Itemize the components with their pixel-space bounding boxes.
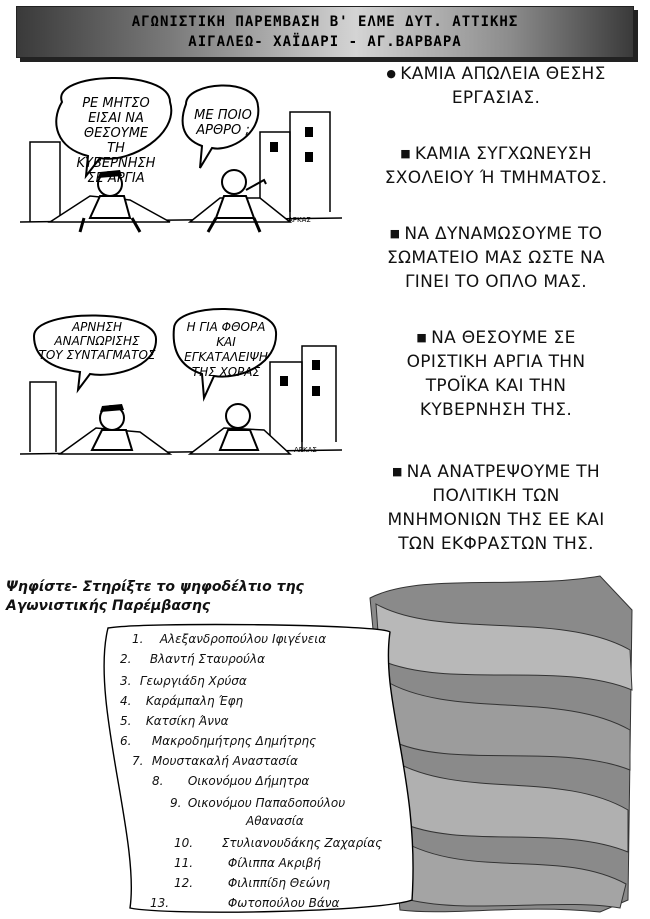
list-item — [120, 712, 229, 730]
list-item — [174, 834, 382, 852]
candidate-name: Οικονόμου Δήμητρα — [187, 774, 310, 788]
candidate-name: Φωτοπούλου Βάνα — [227, 896, 340, 910]
candidate-number: 5. — [120, 714, 132, 728]
cartoon1-left-speech: ΡΕ ΜΗΤΣΟ ΕΙΣΑΙ ΝΑ ΘΕΣΟΥΜΕ ΤΗ ΚΥΒΕΡΝΗΣΗ ΣΕ ΑΡΓΙΑ — [76, 96, 156, 186]
candidate-number: 3. — [120, 674, 132, 688]
bullet-icon: ● — [386, 67, 397, 80]
candidate-name: Στυλιανουδάκης Ζαχαρίας — [221, 836, 383, 850]
cartoon2-left-speech: ΑΡΝΗΣΗ ΑΝΑΓΝΩΡΙΣΗΣ ΤΟΥ ΣΥΝΤΑΓΜΑΤΟΣ — [38, 320, 156, 362]
candidate-number: 13. — [150, 896, 170, 910]
svg-text:ΑΡΚΑΣ: ΑΡΚΑΣ — [294, 446, 317, 454]
list-item — [174, 874, 330, 892]
candidate-number: 8. — [152, 774, 164, 788]
list-item — [174, 854, 321, 872]
candidate-name: Φιλιππίδη Θεώνη — [227, 876, 331, 890]
candidate-number: 12. — [174, 876, 194, 890]
list-item — [132, 752, 298, 770]
list-item — [170, 794, 345, 812]
bullet-icon: ■ — [391, 465, 403, 478]
candidate-number: 9. — [170, 796, 182, 810]
candidate-number: 6. — [120, 734, 132, 748]
demand-text: ΚΑΜΙΑ ΣΥΓΧΩΝΕΥΣΗ ΣΧΟΛΕΙΟΥ Ή ΤΜΗΜΑΤΟΣ. — [384, 144, 608, 188]
list-item — [246, 812, 304, 830]
candidate-number: 7. — [132, 754, 144, 768]
bullet-icon: ■ — [416, 331, 428, 344]
candidate-name: Γεωργιάδη Χρύσα — [139, 674, 247, 688]
header-title-line1: ΑΓΩΝΙΣΤΙΚΗ ΠΑΡΕΜΒΑΣΗ Β' ΕΛΜΕ ΔΥΤ. ΑΤΤΙΚΗΣ — [131, 14, 519, 30]
cartoon1-right-speech: ΜΕ ΠΟΙΟ ΑΡΘΡΟ ; — [194, 108, 252, 138]
list-item — [120, 672, 247, 690]
candidate-name: Μουστακαλή Αναστασία — [151, 754, 298, 768]
list-item — [152, 772, 309, 790]
bullet-icon: ■ — [400, 147, 411, 160]
list-item — [150, 894, 339, 912]
demand-text: ΝΑ ΘΕΣΟΥΜΕ ΣΕ ΟΡΙΣΤΙΚΗ ΑΡΓΙΑ ΤΗΝ ΤΡΟΪΚΑ ΚΑΙ ΤΗΝ ΚΥΒΕΡΝΗΣΗ ΤΗΣ. — [406, 328, 586, 420]
candidate-name: Μακροδημήτρης Δημήτρης — [151, 734, 317, 748]
demand-text: ΝΑ ΑΝΑΤΡΕΨΟΥΜΕ ΤΗ ΠΟΛΙΤΙΚΗ ΤΩΝ ΜΝΗΜΟΝΙΩΝ ΤΗΣ ΕΕ ΚΑΙ ΤΩΝ ΕΚΦΡΑΣΤΩΝ ΤΗΣ. — [387, 462, 605, 554]
list-item — [120, 650, 265, 668]
header-title-line2: ΑΙΓΑΛΕΩ- ΧΑΪΔΑΡΙ - ΑΓ.ΒΑΡΒΑΡΑ — [188, 34, 462, 50]
list-item — [132, 630, 326, 648]
candidate-name: Αλεξανδροπούλου Ιφιγένεια — [159, 632, 327, 646]
demand-text: ΚΑΜΙΑ ΑΠΩΛΕΙΑ ΘΕΣΗΣ ΕΡΓΑΣΙΑΣ. — [400, 64, 606, 108]
candidate-name: Καράμπαλη Έφη — [145, 694, 244, 708]
list-item — [120, 732, 316, 750]
svg-text:ΑΡΚΑΣ: ΑΡΚΑΣ — [288, 216, 311, 224]
candidate-name: Φίλιππα Ακριβή — [227, 856, 321, 870]
vote-call-line2: Αγωνιστικής Παρέμβασης — [6, 598, 211, 614]
candidate-number: 1. — [132, 632, 144, 646]
list-item — [120, 692, 243, 710]
candidate-name: Αθανασία — [246, 814, 304, 828]
candidate-name: Οικονόμου Παπαδοπούλου — [187, 796, 346, 810]
candidate-number: 10. — [174, 836, 194, 850]
vote-call-line1: Ψηφίστε- Στηρίξτε το ψηφοδέλτιο της — [6, 579, 304, 595]
candidate-name: Βλαντή Σταυρούλα — [149, 652, 265, 666]
candidate-number: 2. — [120, 652, 132, 666]
candidate-number: 4. — [120, 694, 132, 708]
demand-text: ΝΑ ΔΥΝΑΜΩΣΟΥΜΕ ΤΟ ΣΩΜΑΤΕΙΟ ΜΑΣ ΩΣΤΕ ΝΑ ΓΙΝΕΙ ΤΟ ΟΠΛΟ ΜΑΣ. — [386, 224, 605, 292]
bullet-icon: ■ — [389, 227, 401, 240]
candidate-name: Κατσίκη Άννα — [145, 714, 229, 728]
candidate-number: 11. — [174, 856, 194, 870]
cartoon2-right-speech: Η ΓΙΑ ΦΘΟΡΑ ΚΑΙ ΕΓΚΑΤΑΛΕΙΨΗ ΤΗΣ ΧΩΡΑΣ — [184, 320, 268, 379]
